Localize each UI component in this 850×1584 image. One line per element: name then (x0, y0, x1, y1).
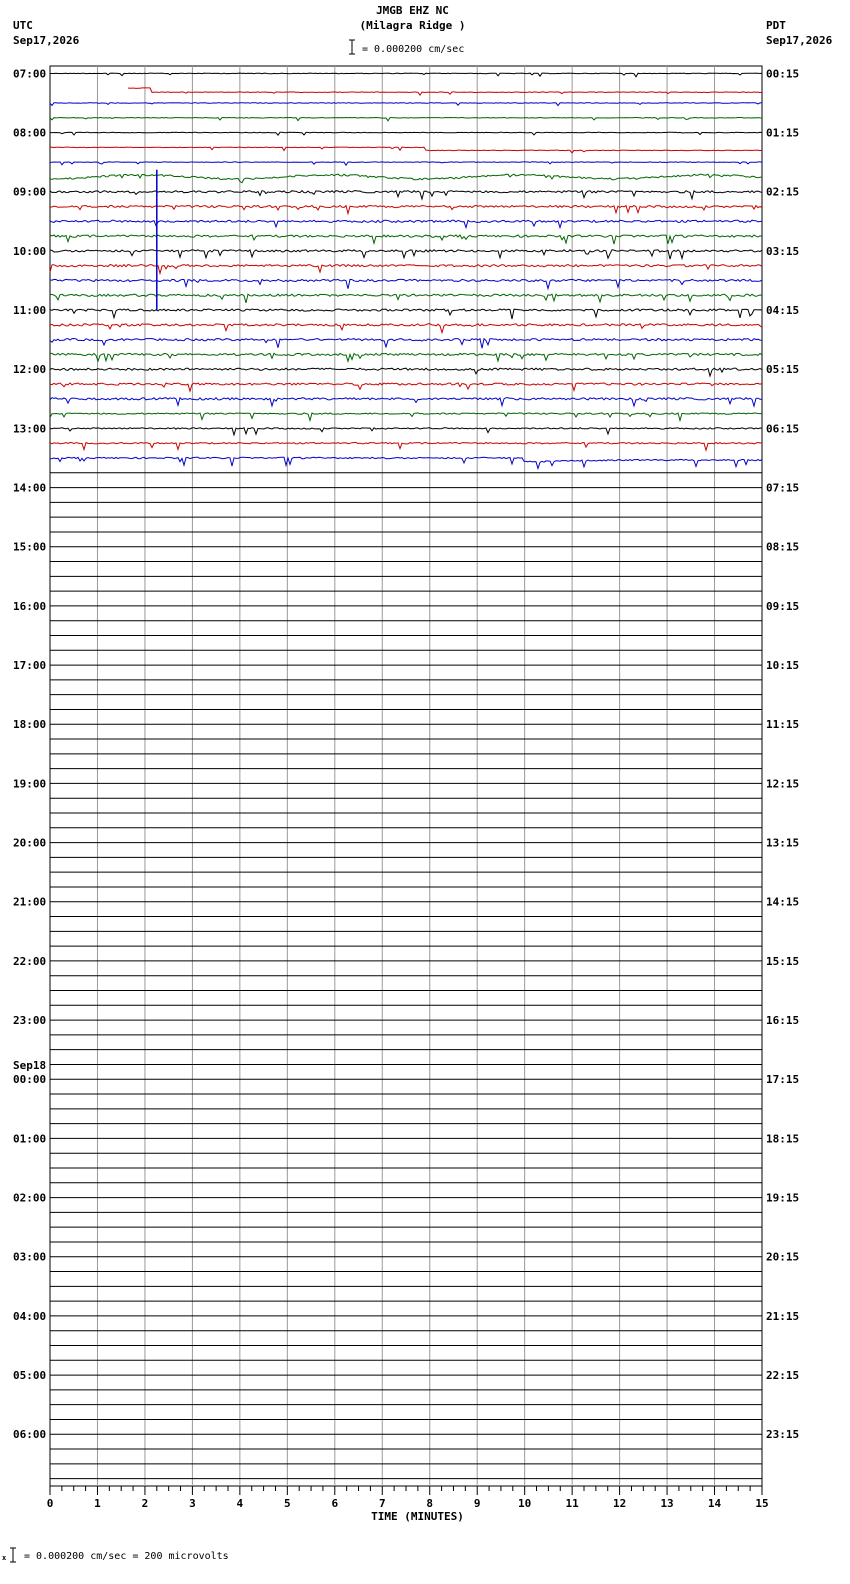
pdt-hour-label: 23:15 (766, 1428, 800, 1442)
pdt-hour-label: 02:15 (766, 185, 800, 199)
pdt-hour-label: 11:15 (766, 718, 800, 732)
pdt-hour-label: 00:15 (766, 67, 800, 81)
pdt-hour-label: 21:15 (766, 1309, 800, 1323)
trace-group (50, 73, 762, 1479)
seismic-trace (50, 132, 762, 135)
seismic-trace (50, 324, 762, 333)
pdt-hour-label: 09:15 (766, 599, 800, 613)
seismic-trace (50, 118, 762, 121)
right-timezone: PDT (766, 19, 786, 32)
x-tick-label: 9 (473, 1497, 481, 1510)
utc-hour-label: 10:00 (13, 244, 47, 258)
utc-hour-label: 06:00 (13, 1428, 47, 1442)
utc-hour-label: 14:00 (13, 481, 47, 495)
x-tick-label: 10 (518, 1497, 532, 1510)
pdt-hour-label: 20:15 (766, 1250, 800, 1264)
seismic-trace (50, 368, 762, 376)
pdt-hour-label: 17:15 (766, 1073, 800, 1087)
utc-hour-label: 23:00 (13, 1014, 47, 1028)
utc-hour-label: 22:00 (13, 954, 47, 968)
pdt-hour-label: 08:15 (766, 540, 800, 554)
utc-hour-label: 04:00 (13, 1309, 47, 1323)
seismic-trace (50, 339, 762, 349)
utc-hour-label: 08:00 (13, 126, 47, 140)
pdt-hour-label: 12:15 (766, 777, 800, 791)
seismic-trace (50, 443, 762, 451)
x-tick-label: 14 (707, 1497, 722, 1510)
left-date: Sep17,2026 (13, 34, 80, 47)
utc-hour-label: 17:00 (13, 659, 47, 673)
seismic-trace (50, 383, 762, 391)
seismic-trace (50, 398, 762, 406)
x-tick-label: 2 (141, 1497, 149, 1510)
utc-hour-label: 16:00 (13, 599, 47, 613)
utc-hour-label: 20:00 (13, 836, 47, 850)
seismic-trace (50, 162, 762, 165)
pdt-hour-label: 16:15 (766, 1014, 800, 1028)
pdt-hour-label: 19:15 (766, 1191, 800, 1205)
pdt-hour-label: 06:15 (766, 422, 800, 436)
x-tick-label: 7 (378, 1497, 386, 1510)
pdt-hour-label: 14:15 (766, 895, 800, 909)
x-tick-label: 12 (612, 1497, 627, 1510)
seismic-trace (50, 73, 762, 77)
footer-scale-icon (2, 1546, 16, 1564)
utc-hour-label: 00:00 (13, 1073, 47, 1087)
seismic-trace (50, 103, 762, 106)
x-tick-label: 4 (236, 1497, 244, 1510)
x-tick-label: 1 (94, 1497, 101, 1510)
pdt-hour-label: 01:15 (766, 126, 800, 140)
seismic-trace (50, 428, 762, 435)
utc-hour-label: 05:00 (13, 1369, 47, 1383)
x-tick-label: 3 (189, 1497, 196, 1510)
utc-hour-label: 13:00 (13, 422, 47, 436)
pdt-hour-label: 05:15 (766, 363, 800, 377)
utc-hour-label: 09:00 (13, 185, 47, 199)
pdt-hour-label: 03:15 (766, 244, 800, 258)
x-tick-label: 5 (284, 1497, 291, 1510)
x-tick-label: 6 (331, 1497, 339, 1510)
x-tick-label: 13 (660, 1497, 674, 1510)
pdt-hour-label: 07:15 (766, 481, 800, 495)
utc-hour-label: 07:00 (13, 67, 47, 81)
svg-text:x: x (2, 1554, 7, 1562)
x-tick-label: 11 (565, 1497, 579, 1510)
utc-hour-label: 11:00 (13, 304, 47, 318)
utc-hour-label: 01:00 (13, 1132, 47, 1146)
seismic-trace (50, 413, 762, 421)
seismic-trace (50, 147, 762, 153)
pdt-hour-label: 18:15 (766, 1132, 800, 1146)
x-tick-label: 15 (755, 1497, 769, 1510)
utc-hour-label: 02:00 (13, 1191, 47, 1205)
pdt-hour-label: 04:15 (766, 304, 800, 318)
utc-hour-label: 21:00 (13, 895, 47, 909)
seismic-trace (50, 353, 762, 361)
station-site: (Milagra Ridge ) (359, 19, 466, 32)
seismic-trace (50, 457, 762, 468)
pdt-hour-label: 10:15 (766, 659, 800, 673)
pdt-hour-label: 22:15 (766, 1369, 800, 1383)
x-axis (47, 1486, 769, 1510)
utc-hour-label: 19:00 (13, 777, 47, 791)
left-timezone: UTC (13, 19, 33, 32)
pdt-hour-label: 15:15 (766, 954, 800, 968)
x-tick-label: 0 (46, 1497, 54, 1510)
station-title: JMGB EHZ NC (376, 4, 449, 17)
x-axis-label: TIME (MINUTES) (371, 1510, 464, 1523)
pdt-hour-label: 13:15 (766, 836, 800, 850)
utc-date-label: Sep18 (13, 1059, 47, 1073)
utc-hour-label: 18:00 (13, 718, 47, 732)
footer-scale-text: = 0.000200 cm/sec = 200 microvolts (24, 1551, 229, 1562)
seismic-trace (50, 309, 762, 319)
utc-hour-label: 15:00 (13, 540, 47, 554)
x-tick-label: 8 (426, 1497, 434, 1510)
utc-hour-label: 03:00 (13, 1250, 47, 1264)
utc-hour-label: 12:00 (13, 363, 47, 377)
scale-label: = 0.000200 cm/sec (362, 44, 465, 55)
right-date: Sep17,2026 (766, 34, 833, 47)
